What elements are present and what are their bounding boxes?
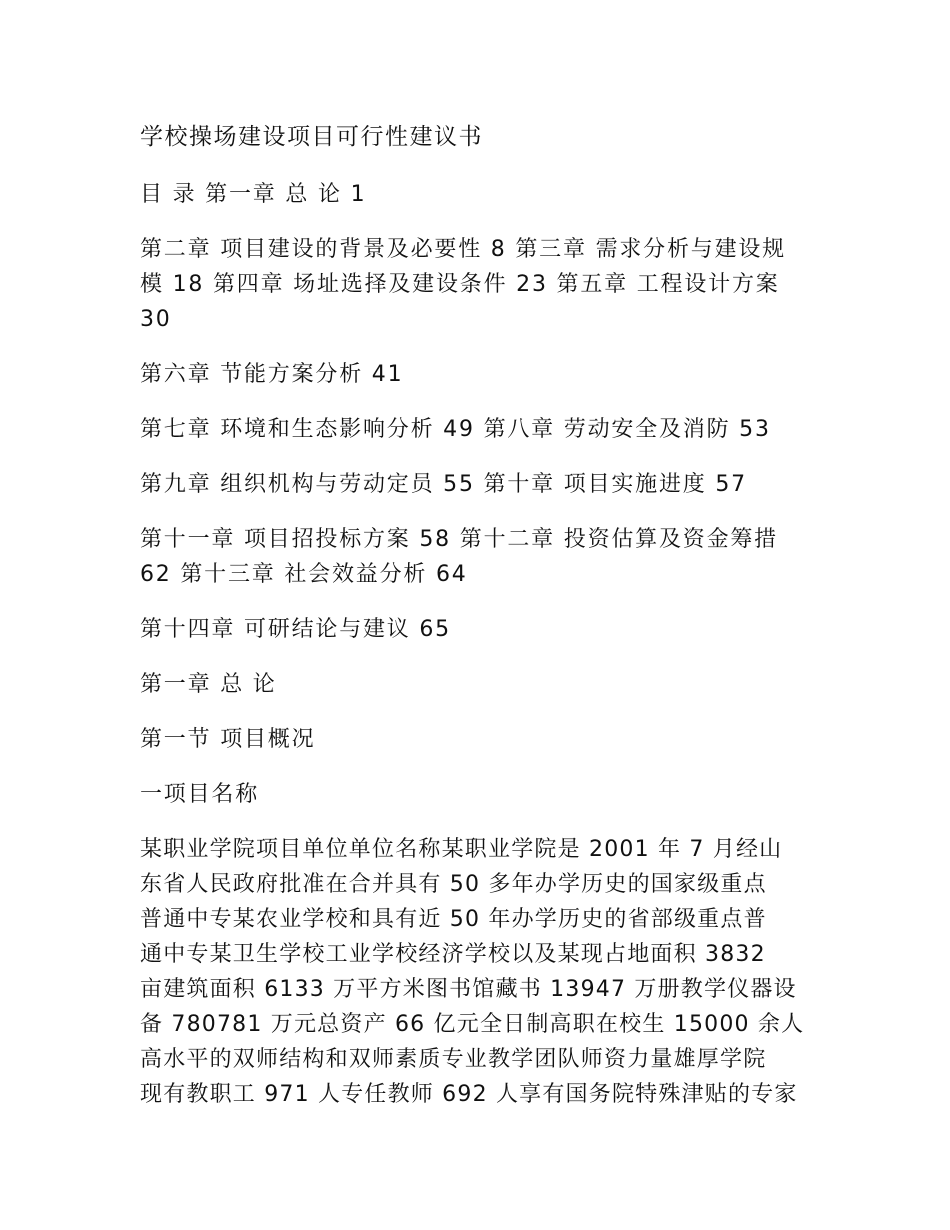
body-line: 东省人民政府批准在合并具有 50 多年办学历史的国家级重点	[140, 872, 767, 897]
toc-line: 30	[140, 307, 172, 332]
document-title: 学校操场建设项目可行性建议书	[140, 124, 483, 150]
body-line: 备 780781 万元总资产 66 亿元全日制高职在校生 15000 余人	[140, 1012, 805, 1037]
subsection-heading: 一项目名称	[140, 782, 260, 807]
toc-line: 第十一章 项目招投标方案 58 第十二章 投资估算及资金筹措	[140, 527, 778, 552]
toc-line: 第七章 环境和生态影响分析 49 第八章 劳动安全及消防 53	[140, 417, 771, 442]
body-line: 通中专某卫生学校工业学校经济学校以及某现占地面积 3832	[140, 942, 766, 967]
toc-line: 目 录 第一章 总 论 1	[140, 182, 367, 207]
body-line: 某职业学院项目单位单位名称某职业学院是 2001 年 7 月经山	[140, 837, 783, 862]
toc-line: 第二章 项目建设的背景及必要性 8 第三章 需求分析与建设规	[140, 237, 786, 262]
body-line: 普通中专某农业学校和具有近 50 年办学历史的省部级重点普	[140, 907, 767, 932]
toc-line: 第十四章 可研结论与建议 65	[140, 617, 451, 642]
toc-line: 模 18 第四章 场址选择及建设条件 23 第五章 工程设计方案	[140, 272, 780, 297]
toc-line: 第九章 组织机构与劳动定员 55 第十章 项目实施进度 57	[140, 472, 747, 497]
body-line: 亩建筑面积 6133 万平方米图书馆藏书 13947 万册教学仪器设	[140, 977, 797, 1002]
body-paragraph	[140, 832, 820, 1112]
section-heading: 第一节 项目概况	[140, 727, 316, 752]
toc-line: 62 第十三章 社会效益分析 64	[140, 562, 468, 587]
body-line: 现有教职工 971 人专任教师 692 人享有国务院特殊津贴的专家	[140, 1082, 798, 1107]
body-line: 高水平的双师结构和双师素质专业教学团队师资力量雄厚学院	[140, 1047, 767, 1072]
chapter-heading: 第一章 总 论	[140, 672, 277, 697]
toc-line: 第六章 节能方案分析 41	[140, 362, 404, 387]
